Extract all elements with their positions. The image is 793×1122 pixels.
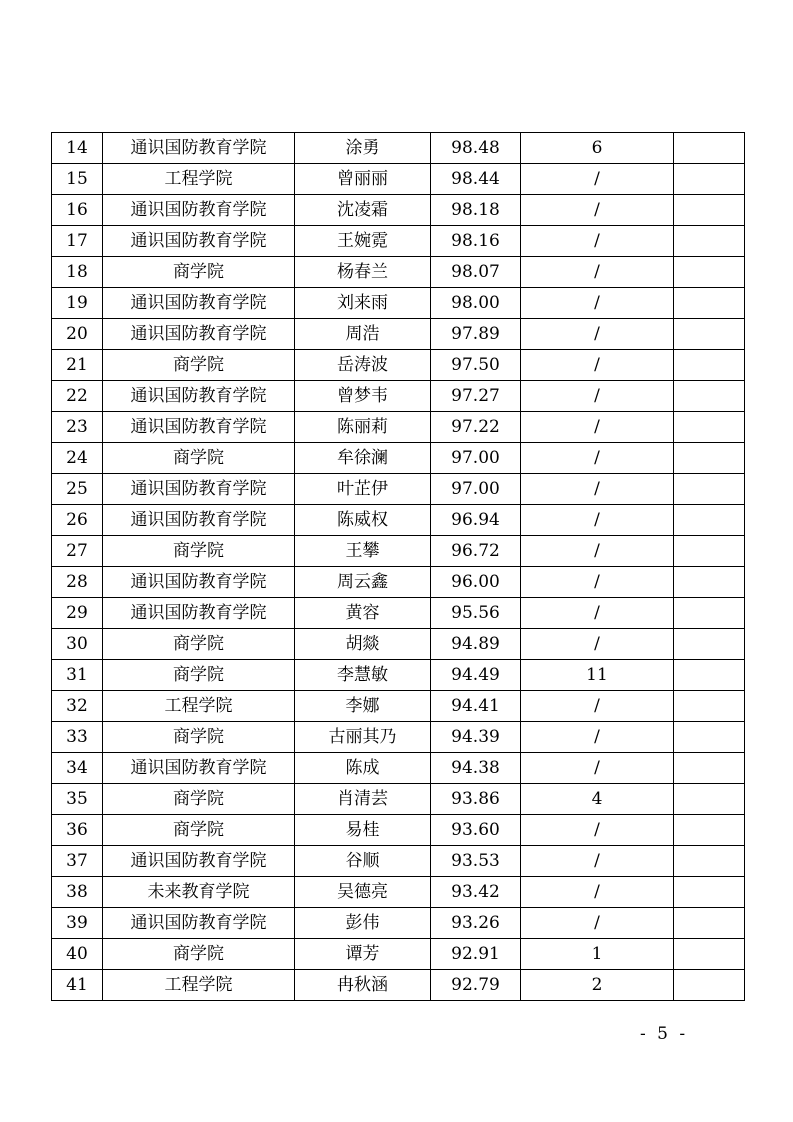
row-number-cell: 28 bbox=[52, 567, 103, 598]
student-name-cell: 谭芳 bbox=[295, 939, 431, 970]
table-row bbox=[52, 133, 745, 164]
student-name-cell: 沈凌霜 bbox=[295, 195, 431, 226]
count-cell: / bbox=[521, 846, 674, 877]
table-row bbox=[52, 474, 745, 505]
score-cell: 97.00 bbox=[431, 474, 521, 505]
table-row bbox=[52, 598, 745, 629]
count-cell: / bbox=[521, 443, 674, 474]
remark-cell bbox=[674, 691, 745, 722]
table-body bbox=[52, 133, 745, 1001]
count-cell: 11 bbox=[521, 660, 674, 691]
row-number-cell: 25 bbox=[52, 474, 103, 505]
score-cell: 93.42 bbox=[431, 877, 521, 908]
score-cell: 98.16 bbox=[431, 226, 521, 257]
remark-cell bbox=[674, 567, 745, 598]
table-row bbox=[52, 970, 745, 1001]
row-number-cell: 22 bbox=[52, 381, 103, 412]
remark-cell bbox=[674, 815, 745, 846]
table-row bbox=[52, 629, 745, 660]
table-row bbox=[52, 257, 745, 288]
remark-cell bbox=[674, 195, 745, 226]
student-name-cell: 叶芷伊 bbox=[295, 474, 431, 505]
count-cell: / bbox=[521, 226, 674, 257]
count-cell: / bbox=[521, 319, 674, 350]
college-cell: 通识国防教育学院 bbox=[103, 753, 295, 784]
count-cell: / bbox=[521, 753, 674, 784]
table-row bbox=[52, 288, 745, 319]
count-cell: / bbox=[521, 877, 674, 908]
ranking-table bbox=[51, 132, 745, 1001]
score-cell: 93.26 bbox=[431, 908, 521, 939]
score-cell: 94.41 bbox=[431, 691, 521, 722]
student-name-cell: 彭伟 bbox=[295, 908, 431, 939]
row-number-cell: 17 bbox=[52, 226, 103, 257]
student-name-cell: 易桂 bbox=[295, 815, 431, 846]
college-cell: 通识国防教育学院 bbox=[103, 381, 295, 412]
row-number-cell: 40 bbox=[52, 939, 103, 970]
row-number-cell: 31 bbox=[52, 660, 103, 691]
college-cell: 商学院 bbox=[103, 629, 295, 660]
student-name-cell: 涂勇 bbox=[295, 133, 431, 164]
remark-cell bbox=[674, 660, 745, 691]
student-name-cell: 李慧敏 bbox=[295, 660, 431, 691]
count-cell: / bbox=[521, 629, 674, 660]
row-number-cell: 41 bbox=[52, 970, 103, 1001]
row-number-cell: 21 bbox=[52, 350, 103, 381]
count-cell: 1 bbox=[521, 939, 674, 970]
remark-cell bbox=[674, 908, 745, 939]
college-cell: 通识国防教育学院 bbox=[103, 412, 295, 443]
score-cell: 98.48 bbox=[431, 133, 521, 164]
remark-cell bbox=[674, 164, 745, 195]
college-cell: 通识国防教育学院 bbox=[103, 908, 295, 939]
college-cell: 工程学院 bbox=[103, 164, 295, 195]
college-cell: 通识国防教育学院 bbox=[103, 505, 295, 536]
remark-cell bbox=[674, 939, 745, 970]
college-cell: 商学院 bbox=[103, 815, 295, 846]
score-cell: 98.00 bbox=[431, 288, 521, 319]
college-cell: 商学院 bbox=[103, 536, 295, 567]
row-number-cell: 23 bbox=[52, 412, 103, 443]
row-number-cell: 30 bbox=[52, 629, 103, 660]
table-row bbox=[52, 784, 745, 815]
row-number-cell: 27 bbox=[52, 536, 103, 567]
college-cell: 通识国防教育学院 bbox=[103, 133, 295, 164]
count-cell: / bbox=[521, 195, 674, 226]
row-number-cell: 19 bbox=[52, 288, 103, 319]
table-row bbox=[52, 691, 745, 722]
count-cell: / bbox=[521, 164, 674, 195]
remark-cell bbox=[674, 474, 745, 505]
student-name-cell: 古丽其乃 bbox=[295, 722, 431, 753]
remark-cell bbox=[674, 536, 745, 567]
row-number-cell: 26 bbox=[52, 505, 103, 536]
count-cell: / bbox=[521, 815, 674, 846]
table-row bbox=[52, 660, 745, 691]
student-name-cell: 黄容 bbox=[295, 598, 431, 629]
student-name-cell: 周云鑫 bbox=[295, 567, 431, 598]
row-number-cell: 14 bbox=[52, 133, 103, 164]
count-cell: / bbox=[521, 381, 674, 412]
table-row bbox=[52, 226, 745, 257]
score-cell: 96.72 bbox=[431, 536, 521, 567]
score-cell: 98.44 bbox=[431, 164, 521, 195]
remark-cell bbox=[674, 722, 745, 753]
remark-cell bbox=[674, 226, 745, 257]
score-cell: 98.07 bbox=[431, 257, 521, 288]
college-cell: 通识国防教育学院 bbox=[103, 474, 295, 505]
count-cell: / bbox=[521, 474, 674, 505]
remark-cell bbox=[674, 598, 745, 629]
student-name-cell: 刘来雨 bbox=[295, 288, 431, 319]
remark-cell bbox=[674, 381, 745, 412]
student-name-cell: 周浩 bbox=[295, 319, 431, 350]
college-cell: 通识国防教育学院 bbox=[103, 226, 295, 257]
college-cell: 通识国防教育学院 bbox=[103, 846, 295, 877]
college-cell: 商学院 bbox=[103, 443, 295, 474]
college-cell: 通识国防教育学院 bbox=[103, 598, 295, 629]
row-number-cell: 18 bbox=[52, 257, 103, 288]
college-cell: 未来教育学院 bbox=[103, 877, 295, 908]
remark-cell bbox=[674, 753, 745, 784]
row-number-cell: 33 bbox=[52, 722, 103, 753]
college-cell: 通识国防教育学院 bbox=[103, 319, 295, 350]
table-row bbox=[52, 846, 745, 877]
student-name-cell: 李娜 bbox=[295, 691, 431, 722]
college-cell: 工程学院 bbox=[103, 970, 295, 1001]
student-name-cell: 吴德亮 bbox=[295, 877, 431, 908]
student-name-cell: 陈成 bbox=[295, 753, 431, 784]
remark-cell bbox=[674, 412, 745, 443]
college-cell: 商学院 bbox=[103, 257, 295, 288]
student-name-cell: 陈丽莉 bbox=[295, 412, 431, 443]
score-cell: 93.53 bbox=[431, 846, 521, 877]
score-cell: 93.86 bbox=[431, 784, 521, 815]
score-cell: 94.89 bbox=[431, 629, 521, 660]
table-row bbox=[52, 195, 745, 226]
row-number-cell: 16 bbox=[52, 195, 103, 226]
row-number-cell: 15 bbox=[52, 164, 103, 195]
table-row bbox=[52, 412, 745, 443]
score-cell: 97.27 bbox=[431, 381, 521, 412]
remark-cell bbox=[674, 970, 745, 1001]
student-name-cell: 陈威权 bbox=[295, 505, 431, 536]
remark-cell bbox=[674, 629, 745, 660]
student-name-cell: 冉秋涵 bbox=[295, 970, 431, 1001]
count-cell: / bbox=[521, 722, 674, 753]
count-cell: 6 bbox=[521, 133, 674, 164]
count-cell: / bbox=[521, 505, 674, 536]
score-cell: 92.91 bbox=[431, 939, 521, 970]
row-number-cell: 38 bbox=[52, 877, 103, 908]
table-row bbox=[52, 536, 745, 567]
count-cell: 4 bbox=[521, 784, 674, 815]
count-cell: / bbox=[521, 350, 674, 381]
college-cell: 商学院 bbox=[103, 660, 295, 691]
row-number-cell: 35 bbox=[52, 784, 103, 815]
row-number-cell: 36 bbox=[52, 815, 103, 846]
college-cell: 商学院 bbox=[103, 350, 295, 381]
remark-cell bbox=[674, 505, 745, 536]
remark-cell bbox=[674, 133, 745, 164]
score-cell: 94.49 bbox=[431, 660, 521, 691]
college-cell: 通识国防教育学院 bbox=[103, 288, 295, 319]
remark-cell bbox=[674, 846, 745, 877]
score-cell: 97.00 bbox=[431, 443, 521, 474]
table-row bbox=[52, 505, 745, 536]
table-row bbox=[52, 381, 745, 412]
remark-cell bbox=[674, 877, 745, 908]
college-cell: 通识国防教育学院 bbox=[103, 567, 295, 598]
remark-cell bbox=[674, 257, 745, 288]
score-cell: 93.60 bbox=[431, 815, 521, 846]
count-cell: 2 bbox=[521, 970, 674, 1001]
student-name-cell: 谷顺 bbox=[295, 846, 431, 877]
score-cell: 98.18 bbox=[431, 195, 521, 226]
table-row bbox=[52, 319, 745, 350]
student-name-cell: 曾梦韦 bbox=[295, 381, 431, 412]
remark-cell bbox=[674, 319, 745, 350]
table-row bbox=[52, 815, 745, 846]
score-cell: 97.22 bbox=[431, 412, 521, 443]
row-number-cell: 20 bbox=[52, 319, 103, 350]
score-cell: 97.89 bbox=[431, 319, 521, 350]
college-cell: 商学院 bbox=[103, 784, 295, 815]
count-cell: / bbox=[521, 691, 674, 722]
student-name-cell: 牟徐澜 bbox=[295, 443, 431, 474]
remark-cell bbox=[674, 784, 745, 815]
table-row bbox=[52, 908, 745, 939]
college-cell: 商学院 bbox=[103, 939, 295, 970]
row-number-cell: 29 bbox=[52, 598, 103, 629]
count-cell: / bbox=[521, 412, 674, 443]
student-name-cell: 胡燚 bbox=[295, 629, 431, 660]
college-cell: 通识国防教育学院 bbox=[103, 195, 295, 226]
remark-cell bbox=[674, 350, 745, 381]
table-row bbox=[52, 164, 745, 195]
row-number-cell: 24 bbox=[52, 443, 103, 474]
table-row bbox=[52, 753, 745, 784]
table-row bbox=[52, 939, 745, 970]
count-cell: / bbox=[521, 567, 674, 598]
count-cell: / bbox=[521, 908, 674, 939]
college-cell: 商学院 bbox=[103, 722, 295, 753]
score-cell: 94.38 bbox=[431, 753, 521, 784]
table-row bbox=[52, 567, 745, 598]
table-row bbox=[52, 443, 745, 474]
row-number-cell: 37 bbox=[52, 846, 103, 877]
remark-cell bbox=[674, 443, 745, 474]
page-number: - 5 - bbox=[640, 1024, 689, 1044]
table-row bbox=[52, 722, 745, 753]
remark-cell bbox=[674, 288, 745, 319]
score-cell: 97.50 bbox=[431, 350, 521, 381]
score-cell: 96.94 bbox=[431, 505, 521, 536]
score-cell: 94.39 bbox=[431, 722, 521, 753]
row-number-cell: 34 bbox=[52, 753, 103, 784]
row-number-cell: 39 bbox=[52, 908, 103, 939]
count-cell: / bbox=[521, 288, 674, 319]
score-cell: 96.00 bbox=[431, 567, 521, 598]
student-name-cell: 肖清芸 bbox=[295, 784, 431, 815]
count-cell: / bbox=[521, 536, 674, 567]
student-name-cell: 王攀 bbox=[295, 536, 431, 567]
count-cell: / bbox=[521, 257, 674, 288]
score-cell: 95.56 bbox=[431, 598, 521, 629]
count-cell: / bbox=[521, 598, 674, 629]
table-row bbox=[52, 350, 745, 381]
college-cell: 工程学院 bbox=[103, 691, 295, 722]
row-number-cell: 32 bbox=[52, 691, 103, 722]
student-name-cell: 曾丽丽 bbox=[295, 164, 431, 195]
score-cell: 92.79 bbox=[431, 970, 521, 1001]
student-name-cell: 杨春兰 bbox=[295, 257, 431, 288]
student-name-cell: 王婉霓 bbox=[295, 226, 431, 257]
table-row bbox=[52, 877, 745, 908]
student-name-cell: 岳涛波 bbox=[295, 350, 431, 381]
